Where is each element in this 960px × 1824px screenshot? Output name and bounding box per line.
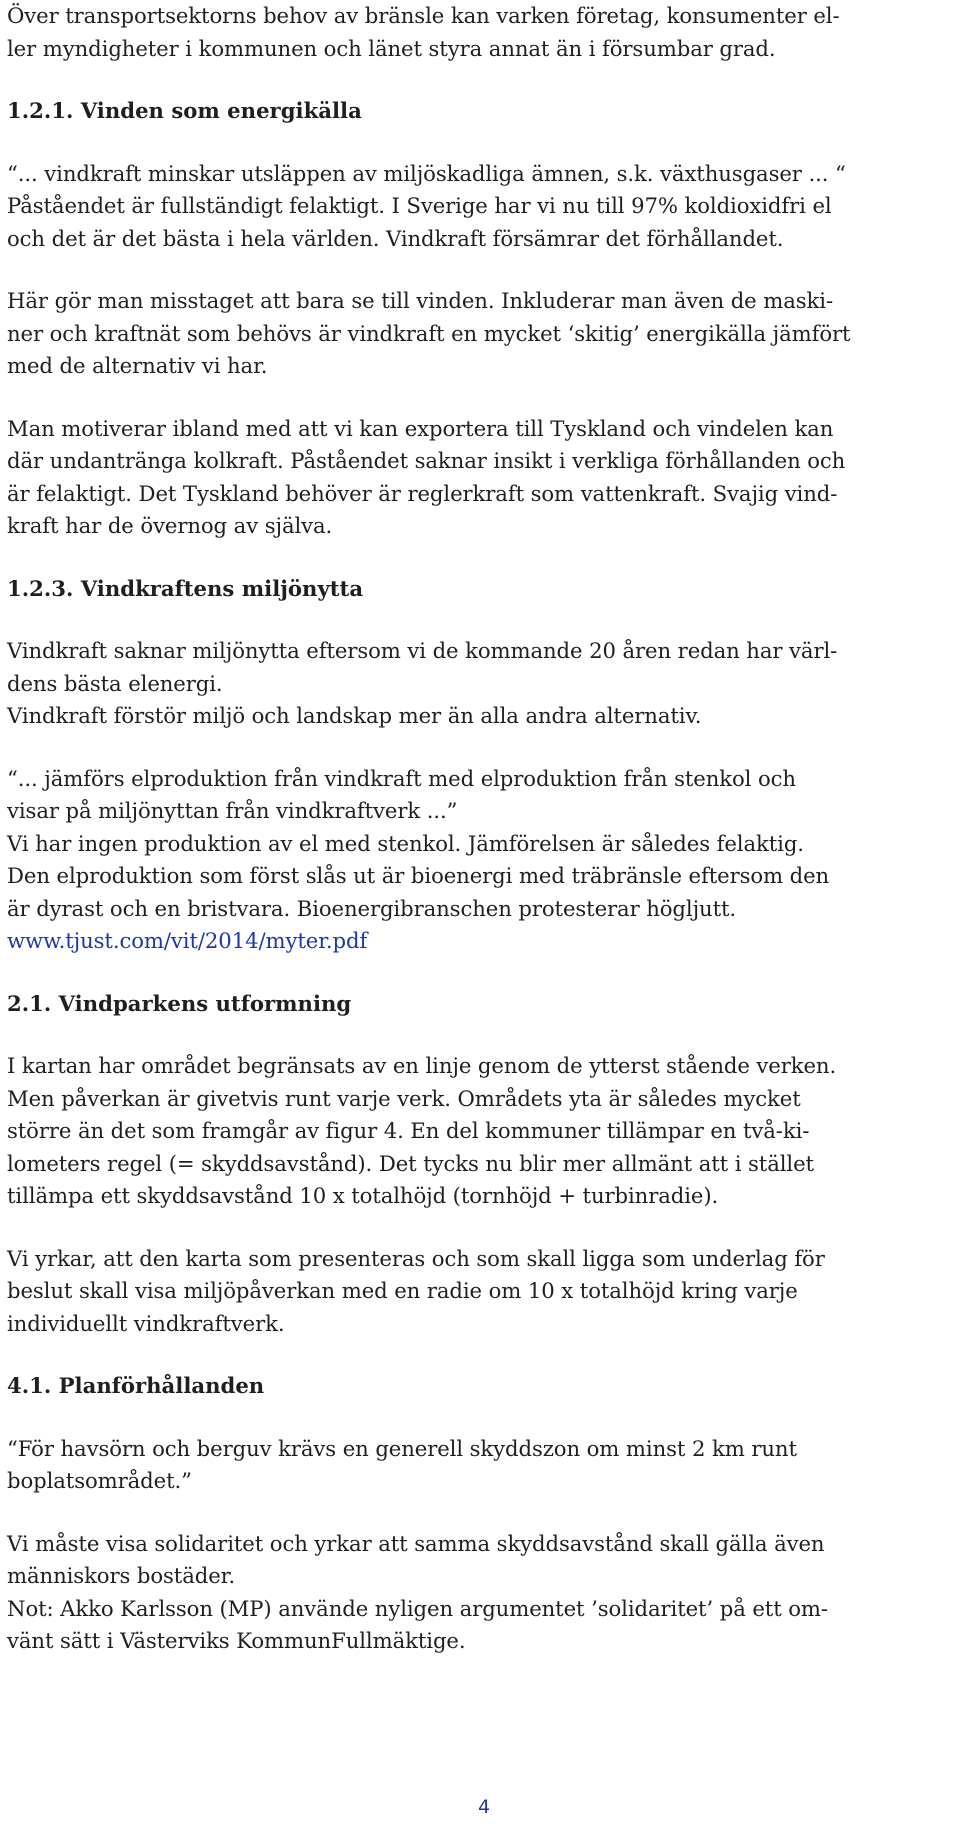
text-line: “... vindkraft minskar utsläppen av miljöskadliga ämnen, s.k. växthusgaser ... “ — [7, 160, 846, 186]
text-line: Not: Akko Karlsson (MP) använde nyligen argumentet ’solidaritet’ på ett om- — [7, 1595, 828, 1621]
text-line: vänt sätt i Västerviks KommunFullmäktige. — [7, 1628, 466, 1653]
section-heading-2-1: 2.1. Vindparkens utformning — [7, 990, 352, 1016]
text-line: Den elproduktion som först slås ut är bioenergi med träbränsle eftersom den — [7, 863, 830, 888]
text-line: Vi yrkar, att den karta som presenteras och som skall ligga som underlag för — [7, 1245, 825, 1271]
intro-paragraph — [7, 0, 953, 65]
text-line: Vindkraft saknar miljönytta eftersom vi de kommande 20 åren redan har värl- — [7, 638, 838, 663]
text-line: människors bostäder. — [7, 1563, 235, 1588]
text-line: “För havsörn och berguv krävs en generell skyddszon om minst 2 km runt — [7, 1435, 797, 1461]
text-line: där undantränga kolkraft. Påståendet saknar insikt i verkliga förhållanden och — [7, 448, 846, 473]
section-heading-4-1: 4.1. Planförhållanden — [7, 1373, 265, 1398]
paragraph — [7, 1528, 953, 1658]
text-line: Över transportsektorns behov av bränsle kan varken företag, konsumenter el- — [7, 3, 840, 28]
paragraph — [7, 635, 953, 733]
text-line: boplatsområdet.” — [7, 1468, 192, 1493]
text-line: beslut skall visa miljöpåverkan med en radie om 10 x totalhöjd kring varje — [7, 1278, 798, 1303]
quote-paragraph — [7, 1433, 953, 1498]
text-line: kraft har de övernog av själva. — [7, 513, 333, 538]
text-line: “... jämförs elproduktion från vindkraft med elproduktion från stenkol och — [7, 765, 796, 791]
text-line: och det är det bästa i hela världen. Vindkraft försämrar det förhållandet. — [7, 225, 784, 251]
text-line: Men påverkan är givetvis runt varje verk. Områdets yta är således mycket — [7, 1085, 801, 1111]
text-line: dens bästa elenergi. — [7, 670, 223, 696]
paragraph — [7, 1243, 953, 1341]
page-number: 4 — [477, 1796, 491, 1818]
text-line: I kartan har området begränsats av en linje genom de ytterst stående verken. — [7, 1053, 837, 1078]
text-line: med de alternativ vi har. — [7, 353, 268, 378]
text-line: ler myndigheter i kommunen och länet styra annat än i försumbar grad. — [7, 35, 776, 61]
text-line: tillämpa ett skyddsavstånd 10 x totalhöjd (tornhöjd + turbinradie). — [7, 1183, 719, 1208]
text-line: Vindkraft förstör miljö och landskap mer än alla andra alternativ. — [7, 703, 702, 728]
section-heading-1-2-3: 1.2.3. Vindkraftens miljönytta — [7, 575, 364, 601]
text-line: är felaktigt. Det Tyskland behöver är reglerkraft som vattenkraft. Svajig vind- — [7, 480, 838, 506]
paragraph — [7, 413, 953, 543]
paragraph — [7, 1050, 953, 1213]
text-line: Påståendet är fullständigt felaktigt. I Sverige har vi nu till 97% koldioxidfri el — [7, 193, 832, 218]
section-heading-1-2-1: 1.2.1. Vinden som energikälla — [7, 98, 362, 123]
text-line: visar på miljönyttan från vindkraftverk ...” — [7, 798, 458, 823]
page-body — [7, 0, 953, 1658]
text-line: Man motiverar ibland med att vi kan exportera till Tyskland och vindelen kan — [7, 415, 834, 441]
text-line: Vi har ingen produktion av el med stenkol. Jämförelsen är således felaktig. — [7, 830, 804, 856]
source-link[interactable]: www.tjust.com/vit/2014/myter.pdf — [7, 928, 368, 953]
paragraph — [7, 763, 953, 958]
text-line: större än det som framgår av figur 4. En del kommuner tillämpar en två-ki- — [7, 1118, 810, 1143]
text-line: Vi måste visa solidaritet och yrkar att samma skyddsavstånd skall gälla även — [7, 1530, 825, 1556]
text-line: individuellt vindkraftverk. — [7, 1310, 285, 1336]
paragraph — [7, 285, 953, 383]
paragraph — [7, 158, 953, 256]
text-line: är dyrast och en bristvara. Bioenergibranschen protesterar högljutt. — [7, 895, 737, 921]
text-line: lometers regel (= skyddsavstånd). Det tycks nu blir mer allmänt att i stället — [7, 1150, 814, 1176]
text-line: ner och kraftnät som behövs är vindkraft en mycket ‘skitig’ energikälla jämfört — [7, 320, 851, 346]
text-line: Här gör man misstaget att bara se till vinden. Inkluderar man även de maski- — [7, 288, 834, 313]
